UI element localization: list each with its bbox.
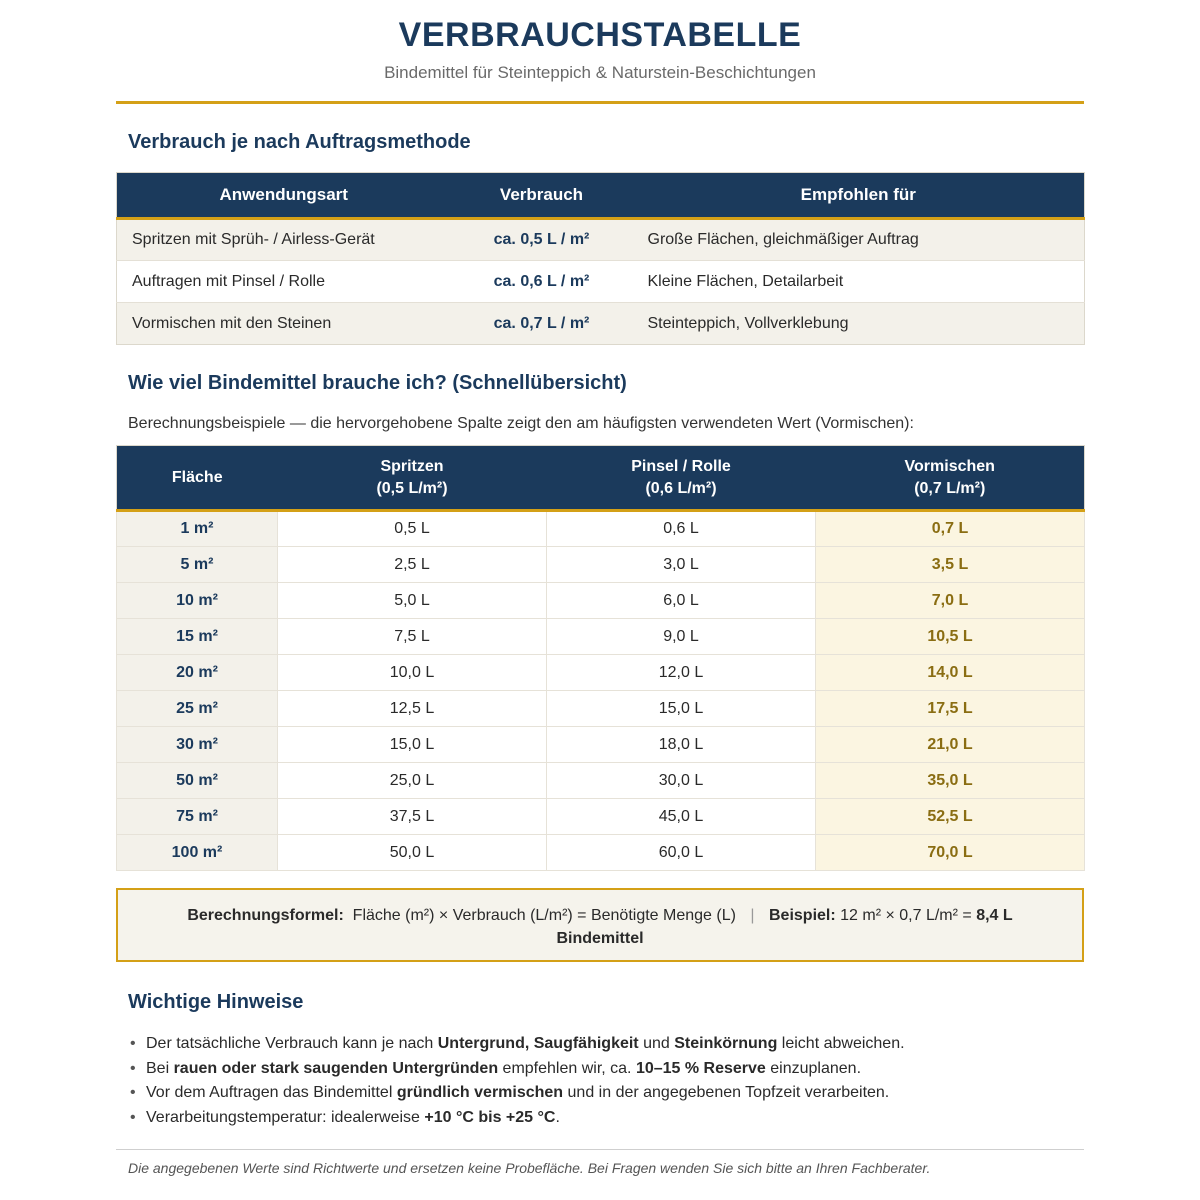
- cell-spraying: 0,5 L: [278, 511, 547, 547]
- cell-area: 30 m²: [117, 727, 278, 763]
- note-emphasis: +10 °C bis +25 °C: [424, 1108, 556, 1126]
- cell-area: 15 m²: [117, 619, 278, 655]
- notes-list: [128, 1032, 1068, 1130]
- note-text: leicht abweichen.: [777, 1035, 905, 1052]
- note-emphasis: Steinkörnung: [674, 1035, 778, 1052]
- cell-brush-roller: 0,6 L: [547, 511, 816, 547]
- column-header-recommended: Empfohlen für: [633, 173, 1085, 219]
- cell-spraying: 10,0 L: [278, 655, 547, 691]
- list-item: [128, 1081, 1068, 1106]
- note-emphasis: 10–15 % Reserve: [635, 1059, 766, 1077]
- table-header-row: [117, 446, 1085, 511]
- cell-brush-roller: 45,0 L: [547, 799, 816, 835]
- note-text: empfehlen wir, ca.: [498, 1059, 636, 1077]
- table-row: [117, 691, 1085, 727]
- section-title-methods: Verbrauch je nach Auftragsmethode: [128, 131, 471, 153]
- table-row: [117, 261, 1085, 303]
- cell-consumption: ca. 0,7 L / m²: [451, 303, 633, 345]
- footer-note: Die angegebenen Werte sind Richtwerte und ersetzen keine Probefläche. Bei Fragen wenden Sie sich bitte an Ihren Fachberater.: [128, 1160, 931, 1176]
- cell-premixing: 35,0 L: [816, 763, 1085, 799]
- cell-application: Auftragen mit Pinsel / Rolle: [117, 261, 451, 303]
- cell-area: 1 m²: [117, 511, 278, 547]
- cell-brush-roller: 60,0 L: [547, 835, 816, 871]
- note-text: und in der angegebenen Topfzeit verarbeiten.: [563, 1084, 890, 1101]
- table-row: [117, 511, 1085, 547]
- table-header-row: [117, 173, 1085, 219]
- cell-spraying: 15,0 L: [278, 727, 547, 763]
- cell-premixing: 0,7 L: [816, 511, 1085, 547]
- section-title-notes: Wichtige Hinweise: [128, 991, 304, 1013]
- cell-brush-roller: 6,0 L: [547, 583, 816, 619]
- note-emphasis: Untergrund, Saugfähigkeit: [437, 1035, 639, 1052]
- column-header-consumption: Verbrauch: [451, 173, 633, 219]
- cell-premixing: 52,5 L: [816, 799, 1085, 835]
- cell-premixing: 14,0 L: [816, 655, 1085, 691]
- section-title-quick-overview: Wie viel Bindemittel brauche ich? (Schnellübersicht): [128, 372, 627, 394]
- cell-brush-roller: 30,0 L: [547, 763, 816, 799]
- cell-application: Vormischen mit den Steinen: [117, 303, 451, 345]
- footer-divider: [116, 1149, 1084, 1150]
- cell-spraying: 12,5 L: [278, 691, 547, 727]
- table-row: [117, 547, 1085, 583]
- column-header-premixing: Vormischen (0,7 L/m²): [816, 446, 1085, 511]
- note-text: .: [555, 1108, 560, 1126]
- cell-area: 25 m²: [117, 691, 278, 727]
- cell-premixing: 70,0 L: [816, 835, 1085, 871]
- list-item: [128, 1032, 1068, 1057]
- cell-recommended: Große Flächen, gleichmäßiger Auftrag: [633, 219, 1085, 261]
- cell-area: 50 m²: [117, 763, 278, 799]
- cell-brush-roller: 3,0 L: [547, 547, 816, 583]
- formula-label: Berechnungsformel:: [187, 907, 344, 924]
- cell-spraying: 5,0 L: [278, 583, 547, 619]
- formula-separator: |: [750, 907, 755, 924]
- consumption-method-table: [116, 172, 1085, 345]
- table-row: [117, 583, 1085, 619]
- cell-brush-roller: 12,0 L: [547, 655, 816, 691]
- cell-area: 75 m²: [117, 799, 278, 835]
- cell-consumption: ca. 0,6 L / m²: [451, 261, 633, 303]
- table-row: [117, 219, 1085, 261]
- cell-premixing: 3,5 L: [816, 547, 1085, 583]
- cell-recommended: Steinteppich, Vollverklebung: [633, 303, 1085, 345]
- note-text: Bei: [146, 1059, 174, 1077]
- formula-box: [116, 888, 1084, 962]
- cell-area: 20 m²: [117, 655, 278, 691]
- cell-premixing: 7,0 L: [816, 583, 1085, 619]
- cell-area: 10 m²: [117, 583, 278, 619]
- quick-overview-table: [116, 445, 1085, 871]
- table-row: [117, 303, 1085, 345]
- cell-consumption: ca. 0,5 L / m²: [451, 219, 633, 261]
- cell-premixing: 10,5 L: [816, 619, 1085, 655]
- note-emphasis: rauen oder stark saugenden Untergründen: [173, 1059, 499, 1077]
- cell-brush-roller: 9,0 L: [547, 619, 816, 655]
- cell-application: Spritzen mit Sprüh- / Airless-Gerät: [117, 219, 451, 261]
- column-header-brush-roller: Pinsel / Rolle (0,6 L/m²): [547, 446, 816, 511]
- list-item: [128, 1106, 1068, 1131]
- column-header-application: Anwendungsart: [117, 173, 451, 219]
- table-row: [117, 763, 1085, 799]
- cell-premixing: 17,5 L: [816, 691, 1085, 727]
- table-row: [117, 835, 1085, 871]
- cell-recommended: Kleine Flächen, Detailarbeit: [633, 261, 1085, 303]
- table-row: [117, 655, 1085, 691]
- example-result: 8,4 L Bindemittel: [556, 907, 1013, 947]
- cell-spraying: 7,5 L: [278, 619, 547, 655]
- note-text: Der tatsächliche Verbrauch kann je nach: [146, 1035, 438, 1052]
- cell-spraying: 25,0 L: [278, 763, 547, 799]
- formula-text: Fläche (m²) × Verbrauch (L/m²) = Benötigte Menge (L): [352, 907, 736, 924]
- header-divider: [116, 101, 1084, 104]
- section-intro: Berechnungsbeispiele — die hervorgehobene Spalte zeigt den am häufigsten verwendeten Wert (Vormischen):: [128, 415, 914, 432]
- note-emphasis: gründlich vermischen: [396, 1084, 564, 1101]
- note-text: und: [638, 1035, 675, 1052]
- note-text: Verarbeitungstemperatur: idealerweise: [146, 1108, 425, 1126]
- cell-area: 100 m²: [117, 835, 278, 871]
- note-text: Vor dem Auftragen das Bindemittel: [146, 1084, 397, 1101]
- cell-brush-roller: 18,0 L: [547, 727, 816, 763]
- column-header-spraying: Spritzen (0,5 L/m²): [278, 446, 547, 511]
- cell-premixing: 21,0 L: [816, 727, 1085, 763]
- cell-area: 5 m²: [117, 547, 278, 583]
- page-subtitle: Bindemittel für Steinteppich & Naturstein-Beschichtungen: [384, 63, 816, 82]
- cell-spraying: 37,5 L: [278, 799, 547, 835]
- list-item: [128, 1057, 1068, 1082]
- table-row: [117, 619, 1085, 655]
- cell-spraying: 2,5 L: [278, 547, 547, 583]
- cell-brush-roller: 15,0 L: [547, 691, 816, 727]
- table-row: [117, 799, 1085, 835]
- column-header-area: Fläche: [117, 446, 278, 511]
- example-text: 12 m² × 0,7 L/m² =: [840, 907, 972, 924]
- cell-spraying: 50,0 L: [278, 835, 547, 871]
- page-title: VERBRAUCHSTABELLE: [398, 16, 802, 54]
- example-label: Beispiel:: [769, 907, 836, 924]
- table-row: [117, 727, 1085, 763]
- page: [116, 0, 1084, 1200]
- note-text: einzuplanen.: [765, 1059, 862, 1077]
